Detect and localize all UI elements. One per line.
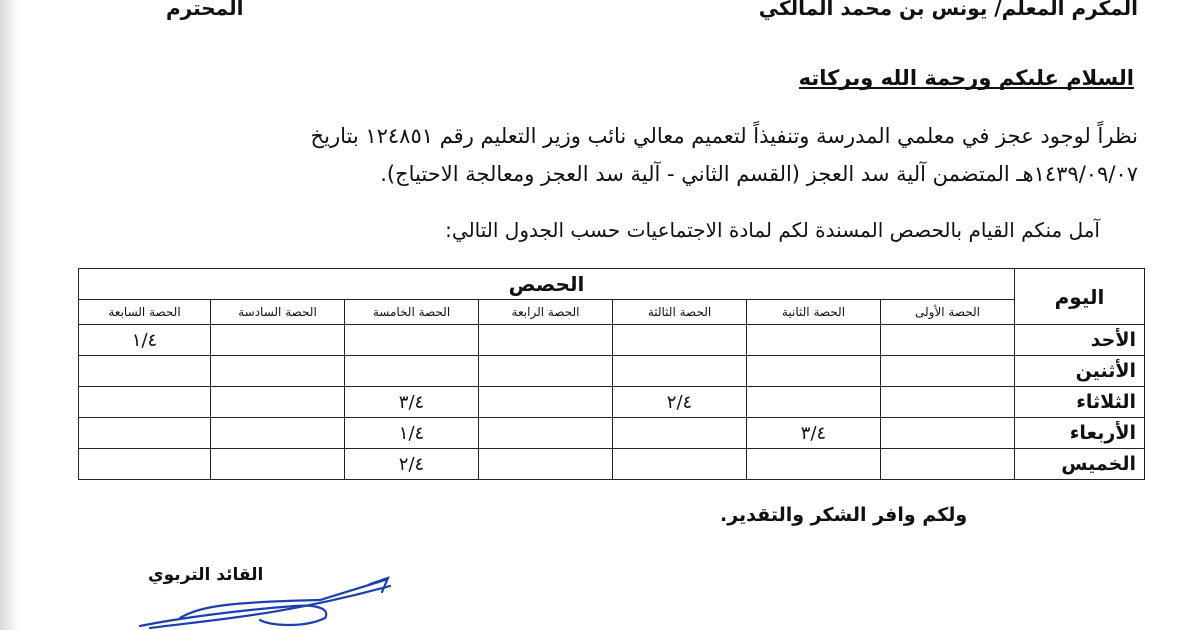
table-cell xyxy=(79,449,211,480)
table-cell xyxy=(345,356,479,387)
period-header-3: الحصة الثالثة xyxy=(613,300,747,325)
day-cell: الخميس xyxy=(1015,449,1145,480)
table-cell xyxy=(613,356,747,387)
table-cell xyxy=(613,325,747,356)
table-cell xyxy=(479,449,613,480)
request-line: آمل منكم القيام بالحصص المسندة لكم لمادة الاجتماعيات حسب الجدول التالي: xyxy=(445,218,1100,242)
table-cell xyxy=(881,449,1015,480)
table-cell: ٢/٤ xyxy=(345,449,479,480)
table-cell xyxy=(479,418,613,449)
recipient-line: المكرم المعلم/ يونس بن محمد المالكي xyxy=(758,0,1138,20)
table-row xyxy=(79,418,1145,449)
table-cell xyxy=(79,418,211,449)
table-cell xyxy=(479,356,613,387)
table-cell: ١/٤ xyxy=(79,325,211,356)
table-row xyxy=(79,356,1145,387)
table-cell xyxy=(479,325,613,356)
table-cell xyxy=(211,418,345,449)
table-row xyxy=(79,449,1145,480)
table-cell: ٣/٤ xyxy=(345,387,479,418)
signature-strokes xyxy=(140,578,390,628)
table-cell xyxy=(613,418,747,449)
table-cell xyxy=(79,387,211,418)
table-cell: ٢/٤ xyxy=(613,387,747,418)
table-cell xyxy=(345,325,479,356)
period-header-7: الحصة السابعة xyxy=(79,300,211,325)
day-cell: الأثنين xyxy=(1015,356,1145,387)
table-cell: ٣/٤ xyxy=(747,418,881,449)
period-header-1: الحصة الأولى xyxy=(881,300,1015,325)
table-cell xyxy=(881,325,1015,356)
schedule-table xyxy=(78,268,1145,480)
table-cell xyxy=(747,325,881,356)
greeting: السلام عليكم ورحمة الله وبركاته xyxy=(798,66,1134,90)
paragraph-line-2: ١٤٣٩/٠٩/٠٧هـ المتضمن آلية سد العجز (القسم الثاني - آلية سد العجز ومعالجة الاحتياج). xyxy=(380,162,1138,186)
scan-edge-shadow xyxy=(0,0,22,630)
period-header-4: الحصة الرابعة xyxy=(479,300,613,325)
table-cell xyxy=(211,387,345,418)
table-cell xyxy=(211,325,345,356)
table-cell xyxy=(881,418,1015,449)
period-header-6: الحصة السادسة xyxy=(211,300,345,325)
table-cell xyxy=(479,387,613,418)
table-cell xyxy=(881,387,1015,418)
table-row xyxy=(79,325,1145,356)
periods-group-header: الحصص xyxy=(79,269,1015,300)
table-cell xyxy=(747,387,881,418)
table-row xyxy=(79,387,1145,418)
period-header-2: الحصة الثانية xyxy=(747,300,881,325)
table-cell xyxy=(79,356,211,387)
paragraph-line-1: نظراً لوجود عجز في معلمي المدرسة وتنفيذاً لتعميم معالي نائب وزير التعليم رقم ١٢٤٨٥١ بتاريخ xyxy=(310,124,1138,148)
respected-label: المحترم xyxy=(166,0,244,20)
closing-thanks: ولكم وافر الشكر والتقدير. xyxy=(720,504,968,526)
table-cell xyxy=(881,356,1015,387)
day-cell: الثلاثاء xyxy=(1015,387,1145,418)
table-cell xyxy=(747,449,881,480)
table-cell xyxy=(613,449,747,480)
day-cell: الأربعاء xyxy=(1015,418,1145,449)
table-cell: ١/٤ xyxy=(345,418,479,449)
day-column-header: اليوم xyxy=(1015,269,1145,325)
period-header-5: الحصة الخامسة xyxy=(345,300,479,325)
leader-title: القائد التربوي xyxy=(148,565,264,585)
table-cell xyxy=(747,356,881,387)
day-cell: الأحد xyxy=(1015,325,1145,356)
table-cell xyxy=(211,449,345,480)
table-cell xyxy=(211,356,345,387)
